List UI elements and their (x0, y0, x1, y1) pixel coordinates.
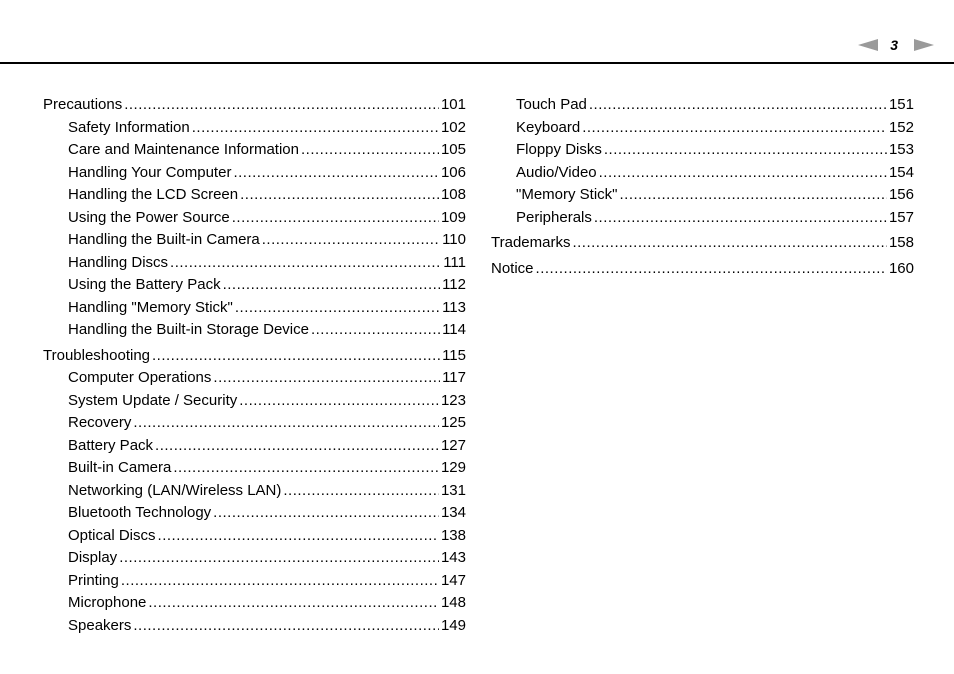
dot-leader (223, 274, 441, 297)
toc-entry[interactable] (491, 184, 914, 207)
toc-column-left (43, 94, 466, 637)
toc-entry-page: 109 (440, 208, 466, 226)
toc-entry-page: 138 (440, 526, 466, 544)
toc-entry-label: Troubleshooting (43, 346, 151, 364)
toc-section-entry[interactable] (43, 94, 466, 117)
toc-column-right (491, 94, 914, 280)
toc-entry[interactable] (43, 207, 466, 230)
dot-leader (232, 207, 439, 230)
toc-entry[interactable] (43, 229, 466, 252)
toc-entry-page: 101 (440, 96, 466, 113)
page-header (0, 0, 954, 64)
toc-entry-page: 125 (440, 414, 466, 431)
toc-entry-label: Touch Pad (516, 96, 587, 113)
toc-entry-label: Handling the Built-in Storage Device (68, 321, 309, 338)
toc-entry-page: 134 (440, 504, 466, 521)
toc-entry-label: Notice (491, 259, 534, 277)
toc-entry-label: Display (68, 549, 118, 566)
toc-entry-label: Printing (68, 571, 119, 589)
dot-leader (233, 162, 439, 185)
toc-entry[interactable] (43, 390, 466, 413)
toc-entry-page: 153 (888, 141, 914, 158)
dot-leader (155, 435, 439, 458)
toc-entry-label: Recovery (68, 414, 132, 431)
toc-entry-page: 114 (442, 321, 466, 338)
toc-entry[interactable] (43, 252, 466, 275)
toc-entry-label: Precautions (43, 96, 123, 113)
toc-entry[interactable] (43, 615, 466, 638)
dot-leader (170, 252, 441, 275)
dot-leader (133, 615, 439, 638)
toc-entry-label: Speakers (68, 616, 132, 634)
dot-leader (572, 232, 887, 255)
dot-leader (192, 117, 439, 140)
toc-entry[interactable] (43, 297, 466, 320)
dot-leader (213, 367, 440, 390)
toc-entry-label: Safety Information (68, 118, 190, 136)
dot-leader (148, 592, 439, 615)
toc-entry-page: 156 (888, 186, 914, 203)
dot-leader (599, 162, 887, 185)
toc-entry-page: 157 (888, 208, 914, 226)
dot-leader (239, 390, 439, 413)
toc-entry-page: 115 (442, 346, 466, 364)
dot-leader (311, 319, 440, 342)
dot-leader (158, 525, 439, 548)
toc-entry-label: Peripherals (516, 208, 592, 226)
toc-entry-page: 129 (440, 459, 466, 476)
dot-leader (152, 345, 440, 368)
toc-entry-label: Optical Discs (68, 526, 156, 544)
dot-leader (235, 297, 440, 320)
toc-entry-label: Using the Battery Pack (68, 276, 221, 293)
toc-entry-label: Computer Operations (68, 369, 212, 386)
toc-entry[interactable] (43, 139, 466, 162)
dot-leader (620, 184, 887, 207)
toc-entry[interactable] (43, 457, 466, 480)
toc-entry[interactable] (491, 139, 914, 162)
toc-entry-label: Trademarks (491, 234, 571, 251)
dot-leader (213, 502, 439, 525)
toc-entry-page: 110 (442, 231, 466, 248)
toc-entry[interactable] (43, 547, 466, 570)
header-rule (0, 62, 954, 64)
toc-entry[interactable] (491, 117, 914, 140)
toc-entry[interactable] (43, 184, 466, 207)
previous-page-arrow-icon[interactable] (858, 39, 878, 51)
toc-section-entry[interactable] (491, 258, 914, 281)
toc-entry-label: Handling Your Computer (68, 163, 232, 181)
toc-entry-label: Using the Power Source (68, 208, 230, 226)
toc-entry[interactable] (43, 502, 466, 525)
toc-entry-label: Care and Maintenance Information (68, 141, 299, 158)
dot-leader (119, 547, 439, 570)
toc-entry[interactable] (43, 162, 466, 185)
toc-entry-page: 127 (440, 436, 466, 454)
toc-entry[interactable] (491, 162, 914, 185)
dot-leader (121, 570, 439, 593)
dot-leader (582, 117, 887, 140)
toc-entry[interactable] (43, 274, 466, 297)
toc-entry-page: 152 (888, 118, 914, 136)
toc-entry-label: Handling Discs (68, 253, 169, 271)
toc-entry-page: 147 (440, 571, 466, 589)
dot-leader (604, 139, 887, 162)
toc-entry-page: 154 (888, 163, 914, 181)
toc-entry-label: System Update / Security (68, 391, 238, 409)
toc-entry-label: Keyboard (516, 118, 581, 136)
toc-entry[interactable] (43, 319, 466, 342)
toc-entry-page: 117 (442, 369, 466, 386)
toc-entry-page: 123 (440, 391, 466, 409)
toc-entry-label: Floppy Disks (516, 141, 602, 158)
dot-leader (124, 94, 439, 117)
dot-leader (594, 207, 887, 230)
toc-entry-page: 102 (440, 118, 466, 136)
toc-entry[interactable] (43, 412, 466, 435)
dot-leader (133, 412, 439, 435)
toc-section-entry[interactable] (43, 345, 466, 368)
toc-entry-page: 149 (440, 616, 466, 634)
dot-leader (173, 457, 439, 480)
toc-entry-label: Audio/Video (516, 163, 597, 181)
dot-leader (536, 258, 887, 281)
toc-section-entry[interactable] (491, 232, 914, 255)
toc-entry[interactable] (43, 117, 466, 140)
page-number: 3 (890, 37, 898, 53)
toc-entry-label: Handling the LCD Screen (68, 186, 239, 203)
toc-entry-label: "Memory Stick" (516, 186, 618, 203)
toc-entry-label: Handling the Built-in Camera (68, 231, 260, 248)
toc-entry[interactable] (43, 592, 466, 615)
dot-leader (589, 94, 887, 117)
toc-entry-page: 113 (442, 298, 466, 316)
page-navigation (858, 36, 934, 54)
toc-entry-page: 106 (440, 163, 466, 181)
toc-entry-page: 131 (440, 481, 466, 499)
toc-entry-page: 108 (440, 186, 466, 203)
dot-leader (301, 139, 439, 162)
toc-entry-page: 160 (888, 259, 914, 277)
toc-entry-page: 148 (440, 594, 466, 611)
toc-entry-label: Bluetooth Technology (68, 504, 212, 521)
toc-entry[interactable] (491, 207, 914, 230)
toc-entry-label: Handling "Memory Stick" (68, 298, 233, 316)
toc-entry-label: Built-in Camera (68, 459, 172, 476)
toc-entry-label: Battery Pack (68, 436, 154, 454)
toc-entry-page: 105 (440, 141, 466, 158)
toc-entry-page: 158 (888, 234, 914, 251)
toc-entry-page: 143 (440, 549, 466, 566)
dot-leader (283, 480, 439, 503)
toc-entry[interactable] (43, 480, 466, 503)
toc-entry-page: 112 (442, 276, 466, 293)
toc-entry-page: 151 (888, 96, 914, 113)
dot-leader (240, 184, 439, 207)
dot-leader (262, 229, 440, 252)
toc-entry[interactable] (43, 367, 466, 390)
toc-entry[interactable] (43, 570, 466, 593)
toc-entry[interactable] (491, 94, 914, 117)
toc-entry-label: Microphone (68, 594, 147, 611)
next-page-arrow-icon[interactable] (914, 39, 934, 51)
toc-entry-page: 111 (443, 253, 466, 271)
toc-entry[interactable] (43, 525, 466, 548)
toc-entry[interactable] (43, 435, 466, 458)
toc-entry-label: Networking (LAN/Wireless LAN) (68, 481, 282, 499)
